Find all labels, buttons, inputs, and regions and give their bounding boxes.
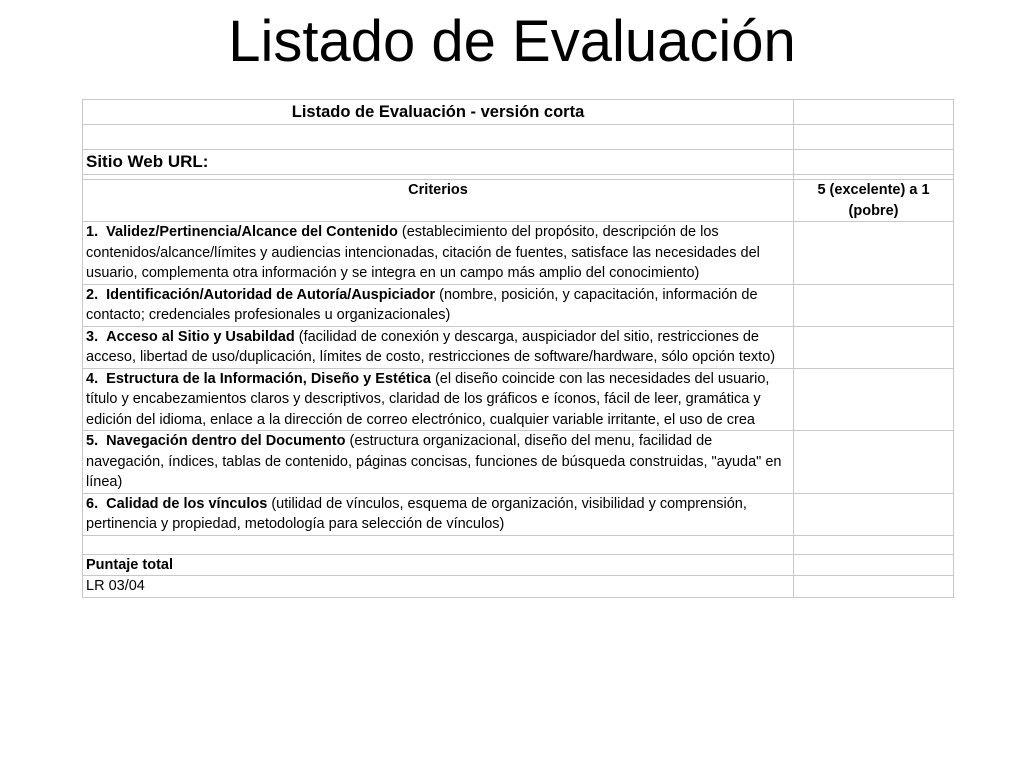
- footer-code: LR 03/04: [83, 576, 794, 598]
- criterion-heading: Acceso al Sitio y Usabildad: [106, 328, 295, 345]
- criterion-score[interactable]: [794, 284, 954, 326]
- criterion-text: [83, 326, 794, 368]
- criterion-text: [83, 222, 794, 285]
- slide-title: Listado de Evaluación: [228, 9, 796, 74]
- site-url-row: [83, 150, 954, 175]
- criterion-number: 2.: [86, 286, 99, 303]
- criterion-detail: (establecimiento del propósito, descripción de los contenidos/alcance/límites y audiencias intencionadas, citación de fuentes, satisface las necesidades del usuario, complementa otra información y se integra en un campo más amplio del conocimiento): [86, 224, 760, 281]
- criterion-text: [83, 368, 794, 431]
- criterion-row: [83, 284, 954, 326]
- criterion-score[interactable]: [794, 493, 954, 535]
- criterion-detail: (utilidad de vínculos, esquema de organización, visibilidad y comprensión, pertinencia y propiedad, metodología para selección de vínculos): [86, 495, 747, 532]
- criteria-header-row: [83, 180, 954, 222]
- total-value[interactable]: [794, 554, 954, 576]
- criterion-heading: Calidad de los vínculos: [106, 495, 268, 512]
- criterion-score[interactable]: [794, 326, 954, 368]
- criterion-row: [83, 431, 954, 494]
- criterion-heading: Validez/Pertinencia/Alcance del Contenido: [106, 224, 398, 240]
- criterion-number: 3.: [86, 328, 99, 345]
- total-row: [83, 554, 954, 576]
- criterion-number: 5.: [86, 433, 99, 449]
- criterion-heading: Identificación/Autoridad de Autoría/Auspiciador: [106, 286, 436, 303]
- criterion-heading: Navegación dentro del Documento: [106, 433, 346, 449]
- scale-label: 5 (excelente) a 1 (pobre): [794, 180, 954, 222]
- criterion-number: 1.: [86, 224, 99, 240]
- criterion-detail: (estructura organizacional, diseño del menu, facilidad de navegación, índices, tablas de contenido, páginas concisas, funciones de búsqueda construidas, "ayuda" en línea): [86, 433, 782, 490]
- total-label: Puntaje total: [83, 554, 794, 576]
- criterion-row: [83, 222, 954, 285]
- criterion-score[interactable]: [794, 368, 954, 431]
- site-url-label: Sitio Web URL:: [83, 150, 794, 175]
- criterion-detail: (facilidad de conexión y descarga, auspiciador del sitio, restricciones de acceso, libertad de uso/duplicación, límites de costo, restricciones de software/hardware, sólo opción texto): [86, 328, 776, 365]
- criterion-detail: (nombre, posición, y capacitación, información de contacto; credenciales profesionales u organizacionales): [86, 286, 758, 323]
- criterion-text: [83, 493, 794, 535]
- criterion-row: [83, 326, 954, 368]
- footer-row: [83, 576, 954, 598]
- criterion-score[interactable]: [794, 222, 954, 285]
- criterion-number: 6.: [86, 495, 99, 512]
- criterion-heading: Estructura de la Información, Diseño y Estética: [106, 370, 431, 387]
- criterion-row: [83, 368, 954, 431]
- criteria-label: Criterios: [83, 180, 794, 222]
- criterion-text: [83, 431, 794, 494]
- criterion-detail: (el diseño coincide con las necesidades del usuario, título y encabezamientos claros y descriptivos, claridad de los gráficos e íconos, fácil de leer, gramática y edición del idioma, enlace a la dirección de correo electrónico, cualquier variable irritante, el uso de crea: [86, 370, 770, 428]
- criterion-row: [83, 493, 954, 535]
- empty-row: [83, 125, 954, 150]
- site-url-value[interactable]: [794, 150, 954, 175]
- table-header: Listado de Evaluación - versión corta: [83, 100, 794, 125]
- criterion-number: 4.: [86, 370, 99, 387]
- table-header-row: [83, 100, 954, 125]
- evaluation-table: [82, 99, 954, 598]
- table-header-blank: [794, 100, 954, 125]
- empty-row: [83, 535, 954, 554]
- criterion-score[interactable]: [794, 431, 954, 494]
- criterion-text: [83, 284, 794, 326]
